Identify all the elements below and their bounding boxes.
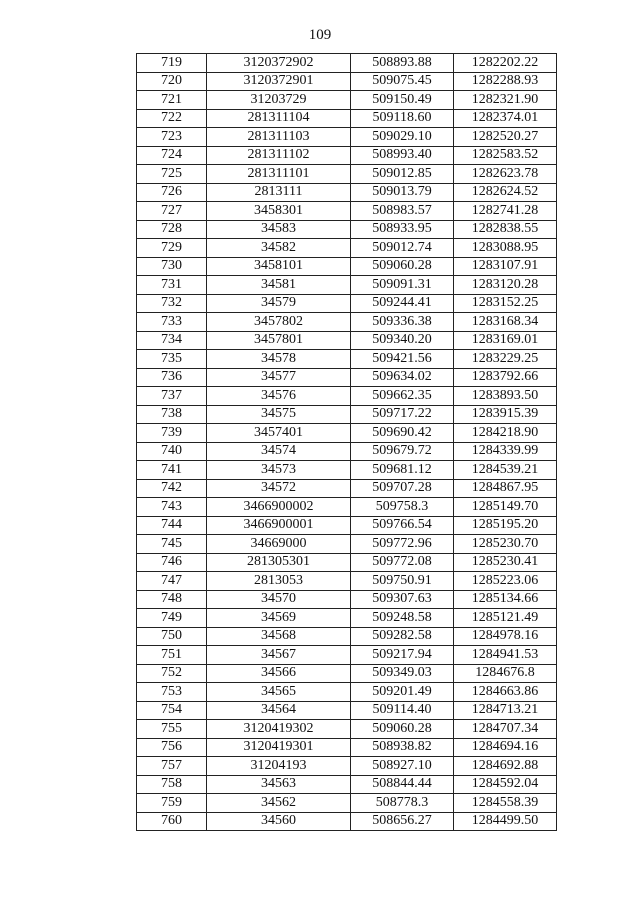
point-code-cell: 34563 bbox=[207, 775, 351, 794]
y-coordinate-cell: 1285149.70 bbox=[454, 498, 557, 517]
y-coordinate-cell: 1285121.49 bbox=[454, 609, 557, 628]
table-row bbox=[137, 461, 557, 480]
point-number-cell: 726 bbox=[137, 183, 207, 202]
x-coordinate-cell: 509662.35 bbox=[351, 387, 454, 406]
point-code-cell: 34583 bbox=[207, 220, 351, 239]
x-coordinate-cell: 509029.10 bbox=[351, 128, 454, 147]
x-coordinate-cell: 509012.74 bbox=[351, 239, 454, 258]
point-number-cell: 737 bbox=[137, 387, 207, 406]
point-code-cell: 34575 bbox=[207, 405, 351, 424]
point-code-cell: 34567 bbox=[207, 646, 351, 665]
y-coordinate-cell: 1283152.25 bbox=[454, 294, 557, 313]
table-row bbox=[137, 609, 557, 628]
x-coordinate-cell: 509766.54 bbox=[351, 516, 454, 535]
x-coordinate-cell: 509060.28 bbox=[351, 257, 454, 276]
x-coordinate-cell: 509340.20 bbox=[351, 331, 454, 350]
table-row bbox=[137, 683, 557, 702]
y-coordinate-cell: 1284941.53 bbox=[454, 646, 557, 665]
table-row bbox=[137, 757, 557, 776]
point-number-cell: 729 bbox=[137, 239, 207, 258]
y-coordinate-cell: 1285134.66 bbox=[454, 590, 557, 609]
x-coordinate-cell: 509772.08 bbox=[351, 553, 454, 572]
table-row bbox=[137, 257, 557, 276]
y-coordinate-cell: 1283169.01 bbox=[454, 331, 557, 350]
point-code-cell: 3458301 bbox=[207, 202, 351, 221]
y-coordinate-cell: 1282520.27 bbox=[454, 128, 557, 147]
point-number-cell: 721 bbox=[137, 91, 207, 110]
table-row bbox=[137, 165, 557, 184]
table-row bbox=[137, 405, 557, 424]
point-number-cell: 731 bbox=[137, 276, 207, 295]
x-coordinate-cell: 509634.02 bbox=[351, 368, 454, 387]
table-row bbox=[137, 146, 557, 165]
y-coordinate-cell: 1284707.34 bbox=[454, 720, 557, 739]
y-coordinate-cell: 1283107.91 bbox=[454, 257, 557, 276]
point-code-cell: 281305301 bbox=[207, 553, 351, 572]
point-number-cell: 736 bbox=[137, 368, 207, 387]
x-coordinate-cell: 509217.94 bbox=[351, 646, 454, 665]
table-row bbox=[137, 109, 557, 128]
y-coordinate-cell: 1284218.90 bbox=[454, 424, 557, 443]
point-code-cell: 34576 bbox=[207, 387, 351, 406]
table-row bbox=[137, 54, 557, 73]
x-coordinate-cell: 509707.28 bbox=[351, 479, 454, 498]
table-row bbox=[137, 387, 557, 406]
point-code-cell: 34573 bbox=[207, 461, 351, 480]
table-row bbox=[137, 128, 557, 147]
table-row bbox=[137, 424, 557, 443]
x-coordinate-cell: 509114.40 bbox=[351, 701, 454, 720]
coordinates-table-body bbox=[137, 54, 557, 831]
y-coordinate-cell: 1282741.28 bbox=[454, 202, 557, 221]
x-coordinate-cell: 509750.91 bbox=[351, 572, 454, 591]
point-number-cell: 753 bbox=[137, 683, 207, 702]
y-coordinate-cell: 1283792.66 bbox=[454, 368, 557, 387]
point-code-cell: 34581 bbox=[207, 276, 351, 295]
point-code-cell: 281311101 bbox=[207, 165, 351, 184]
page-number: 109 bbox=[308, 27, 332, 43]
point-number-cell: 728 bbox=[137, 220, 207, 239]
point-code-cell: 2813053 bbox=[207, 572, 351, 591]
table-row bbox=[137, 794, 557, 813]
point-number-cell: 756 bbox=[137, 738, 207, 757]
point-code-cell: 34579 bbox=[207, 294, 351, 313]
point-number-cell: 734 bbox=[137, 331, 207, 350]
point-number-cell: 725 bbox=[137, 165, 207, 184]
y-coordinate-cell: 1282583.52 bbox=[454, 146, 557, 165]
point-code-cell: 34574 bbox=[207, 442, 351, 461]
x-coordinate-cell: 509690.42 bbox=[351, 424, 454, 443]
point-number-cell: 748 bbox=[137, 590, 207, 609]
point-number-cell: 744 bbox=[137, 516, 207, 535]
point-number-cell: 746 bbox=[137, 553, 207, 572]
point-number-cell: 738 bbox=[137, 405, 207, 424]
x-coordinate-cell: 509758.3 bbox=[351, 498, 454, 517]
point-code-cell: 34669000 bbox=[207, 535, 351, 554]
point-code-cell: 34572 bbox=[207, 479, 351, 498]
table-row bbox=[137, 812, 557, 831]
point-code-cell: 281311103 bbox=[207, 128, 351, 147]
point-code-cell: 281311104 bbox=[207, 109, 351, 128]
point-number-cell: 724 bbox=[137, 146, 207, 165]
point-code-cell: 34569 bbox=[207, 609, 351, 628]
y-coordinate-cell: 1282321.90 bbox=[454, 91, 557, 110]
point-number-cell: 730 bbox=[137, 257, 207, 276]
x-coordinate-cell: 508927.10 bbox=[351, 757, 454, 776]
table-row bbox=[137, 553, 557, 572]
x-coordinate-cell: 508893.88 bbox=[351, 54, 454, 73]
point-number-cell: 740 bbox=[137, 442, 207, 461]
point-number-cell: 727 bbox=[137, 202, 207, 221]
y-coordinate-cell: 1284539.21 bbox=[454, 461, 557, 480]
point-code-cell: 34566 bbox=[207, 664, 351, 683]
y-coordinate-cell: 1284339.99 bbox=[454, 442, 557, 461]
y-coordinate-cell: 1282623.78 bbox=[454, 165, 557, 184]
point-code-cell: 3466900001 bbox=[207, 516, 351, 535]
point-number-cell: 719 bbox=[137, 54, 207, 73]
x-coordinate-cell: 508656.27 bbox=[351, 812, 454, 831]
point-number-cell: 759 bbox=[137, 794, 207, 813]
x-coordinate-cell: 508938.82 bbox=[351, 738, 454, 757]
point-number-cell: 739 bbox=[137, 424, 207, 443]
y-coordinate-cell: 1285230.70 bbox=[454, 535, 557, 554]
point-number-cell: 754 bbox=[137, 701, 207, 720]
x-coordinate-cell: 509201.49 bbox=[351, 683, 454, 702]
point-number-cell: 743 bbox=[137, 498, 207, 517]
x-coordinate-cell: 509060.28 bbox=[351, 720, 454, 739]
table-row bbox=[137, 516, 557, 535]
point-number-cell: 733 bbox=[137, 313, 207, 332]
point-number-cell: 747 bbox=[137, 572, 207, 591]
point-number-cell: 741 bbox=[137, 461, 207, 480]
x-coordinate-cell: 509349.03 bbox=[351, 664, 454, 683]
coordinates-table bbox=[136, 53, 557, 831]
point-code-cell: 3120372901 bbox=[207, 72, 351, 91]
point-code-cell: 3457802 bbox=[207, 313, 351, 332]
point-code-cell: 3120419301 bbox=[207, 738, 351, 757]
point-code-cell: 3457801 bbox=[207, 331, 351, 350]
y-coordinate-cell: 1284978.16 bbox=[454, 627, 557, 646]
table-row bbox=[137, 72, 557, 91]
point-code-cell: 31204193 bbox=[207, 757, 351, 776]
x-coordinate-cell: 509150.49 bbox=[351, 91, 454, 110]
x-coordinate-cell: 509282.58 bbox=[351, 627, 454, 646]
x-coordinate-cell: 509717.22 bbox=[351, 405, 454, 424]
point-number-cell: 758 bbox=[137, 775, 207, 794]
y-coordinate-cell: 1283893.50 bbox=[454, 387, 557, 406]
y-coordinate-cell: 1285195.20 bbox=[454, 516, 557, 535]
point-number-cell: 745 bbox=[137, 535, 207, 554]
point-code-cell: 34565 bbox=[207, 683, 351, 702]
table-row bbox=[137, 646, 557, 665]
x-coordinate-cell: 509012.85 bbox=[351, 165, 454, 184]
table-row bbox=[137, 350, 557, 369]
y-coordinate-cell: 1283168.34 bbox=[454, 313, 557, 332]
y-coordinate-cell: 1284592.04 bbox=[454, 775, 557, 794]
point-number-cell: 755 bbox=[137, 720, 207, 739]
point-code-cell: 34578 bbox=[207, 350, 351, 369]
point-number-cell: 723 bbox=[137, 128, 207, 147]
table-row bbox=[137, 627, 557, 646]
table-row bbox=[137, 202, 557, 221]
point-code-cell: 3466900002 bbox=[207, 498, 351, 517]
table-row bbox=[137, 183, 557, 202]
point-number-cell: 751 bbox=[137, 646, 207, 665]
table-row bbox=[137, 664, 557, 683]
x-coordinate-cell: 509772.96 bbox=[351, 535, 454, 554]
table-row bbox=[137, 701, 557, 720]
x-coordinate-cell: 509075.45 bbox=[351, 72, 454, 91]
y-coordinate-cell: 1284663.86 bbox=[454, 683, 557, 702]
x-coordinate-cell: 509248.58 bbox=[351, 609, 454, 628]
point-code-cell: 31203729 bbox=[207, 91, 351, 110]
y-coordinate-cell: 1284692.88 bbox=[454, 757, 557, 776]
table-row bbox=[137, 775, 557, 794]
point-code-cell: 3457401 bbox=[207, 424, 351, 443]
table-row bbox=[137, 368, 557, 387]
y-coordinate-cell: 1284713.21 bbox=[454, 701, 557, 720]
y-coordinate-cell: 1283088.95 bbox=[454, 239, 557, 258]
point-code-cell: 34564 bbox=[207, 701, 351, 720]
y-coordinate-cell: 1282288.93 bbox=[454, 72, 557, 91]
table-row bbox=[137, 91, 557, 110]
table-row bbox=[137, 738, 557, 757]
y-coordinate-cell: 1282202.22 bbox=[454, 54, 557, 73]
point-code-cell: 34570 bbox=[207, 590, 351, 609]
table-row bbox=[137, 239, 557, 258]
point-code-cell: 3458101 bbox=[207, 257, 351, 276]
point-code-cell: 34568 bbox=[207, 627, 351, 646]
table-row bbox=[137, 590, 557, 609]
table-row bbox=[137, 720, 557, 739]
x-coordinate-cell: 508993.40 bbox=[351, 146, 454, 165]
y-coordinate-cell: 1283120.28 bbox=[454, 276, 557, 295]
x-coordinate-cell: 508983.57 bbox=[351, 202, 454, 221]
y-coordinate-cell: 1285223.06 bbox=[454, 572, 557, 591]
point-number-cell: 760 bbox=[137, 812, 207, 831]
y-coordinate-cell: 1284867.95 bbox=[454, 479, 557, 498]
x-coordinate-cell: 509307.63 bbox=[351, 590, 454, 609]
table-row bbox=[137, 442, 557, 461]
table-row bbox=[137, 220, 557, 239]
table-row bbox=[137, 572, 557, 591]
x-coordinate-cell: 508933.95 bbox=[351, 220, 454, 239]
x-coordinate-cell: 508844.44 bbox=[351, 775, 454, 794]
x-coordinate-cell: 509421.56 bbox=[351, 350, 454, 369]
y-coordinate-cell: 1285230.41 bbox=[454, 553, 557, 572]
point-code-cell: 3120372902 bbox=[207, 54, 351, 73]
table-row bbox=[137, 535, 557, 554]
point-number-cell: 750 bbox=[137, 627, 207, 646]
x-coordinate-cell: 509244.41 bbox=[351, 294, 454, 313]
y-coordinate-cell: 1283915.39 bbox=[454, 405, 557, 424]
x-coordinate-cell: 509679.72 bbox=[351, 442, 454, 461]
x-coordinate-cell: 509681.12 bbox=[351, 461, 454, 480]
table-row bbox=[137, 479, 557, 498]
point-number-cell: 735 bbox=[137, 350, 207, 369]
y-coordinate-cell: 1282374.01 bbox=[454, 109, 557, 128]
y-coordinate-cell: 1284694.16 bbox=[454, 738, 557, 757]
x-coordinate-cell: 509118.60 bbox=[351, 109, 454, 128]
y-coordinate-cell: 1284676.8 bbox=[454, 664, 557, 683]
point-number-cell: 752 bbox=[137, 664, 207, 683]
point-code-cell: 34562 bbox=[207, 794, 351, 813]
y-coordinate-cell: 1284499.50 bbox=[454, 812, 557, 831]
table-row bbox=[137, 276, 557, 295]
x-coordinate-cell: 508778.3 bbox=[351, 794, 454, 813]
y-coordinate-cell: 1282624.52 bbox=[454, 183, 557, 202]
point-code-cell: 3120419302 bbox=[207, 720, 351, 739]
y-coordinate-cell: 1282838.55 bbox=[454, 220, 557, 239]
y-coordinate-cell: 1283229.25 bbox=[454, 350, 557, 369]
x-coordinate-cell: 509091.31 bbox=[351, 276, 454, 295]
point-code-cell: 34560 bbox=[207, 812, 351, 831]
point-code-cell: 34582 bbox=[207, 239, 351, 258]
x-coordinate-cell: 509336.38 bbox=[351, 313, 454, 332]
table-row bbox=[137, 331, 557, 350]
point-number-cell: 722 bbox=[137, 109, 207, 128]
point-code-cell: 281311102 bbox=[207, 146, 351, 165]
point-number-cell: 749 bbox=[137, 609, 207, 628]
point-code-cell: 2813111 bbox=[207, 183, 351, 202]
point-code-cell: 34577 bbox=[207, 368, 351, 387]
x-coordinate-cell: 509013.79 bbox=[351, 183, 454, 202]
y-coordinate-cell: 1284558.39 bbox=[454, 794, 557, 813]
point-number-cell: 732 bbox=[137, 294, 207, 313]
point-number-cell: 720 bbox=[137, 72, 207, 91]
table-row bbox=[137, 294, 557, 313]
table-row bbox=[137, 313, 557, 332]
point-number-cell: 757 bbox=[137, 757, 207, 776]
point-number-cell: 742 bbox=[137, 479, 207, 498]
table-row bbox=[137, 498, 557, 517]
